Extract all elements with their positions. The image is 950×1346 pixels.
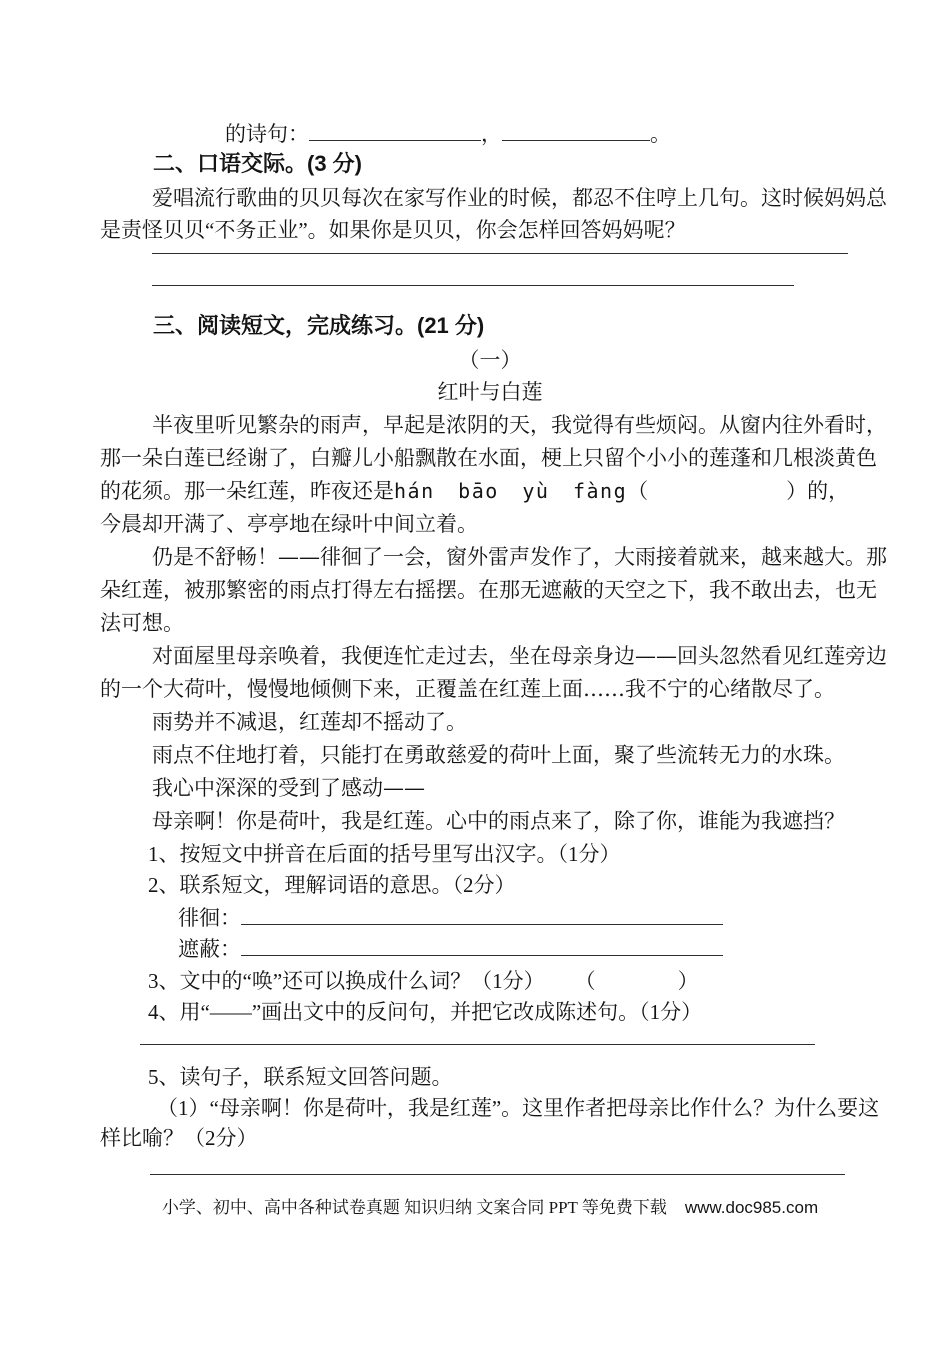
word-label: 徘徊： — [178, 906, 241, 930]
passage-line: 那一朵白莲已经谢了，白瓣儿小船飘散在水面，梗上只留个小小的莲蓬和几根淡黄色 — [100, 446, 877, 470]
passage-line: 法可想。 — [100, 611, 184, 635]
poem-prefix-text: 的诗句： — [225, 122, 309, 146]
paren-close: ） — [677, 969, 699, 993]
question-5: 5、读句子，联系短文回答问题。 — [148, 1065, 453, 1089]
answer-blank — [241, 936, 723, 956]
section3-heading: 三、阅读短文，完成练习。(21 分) — [153, 313, 485, 338]
section2-paragraph-line: 爱唱流行歌曲的贝贝每次在家写作业的时候，都忍不住哼上几句。这时候妈妈总 — [152, 186, 887, 210]
footer-promo-text: 小学、初中、高中各种试卷真题 知识归纳 文案合同 PPT 等免费下载 — [161, 1198, 667, 1217]
question-5-sub1-line: 样比喻？（2分） — [100, 1126, 258, 1150]
passage-line: 仍是不舒畅！——徘徊了一会，窗外雷声发作了，大雨接着就来，越来越大。那 — [152, 545, 887, 569]
passage-line: 的一个大荷叶，慢慢地倾侧下来，正覆盖在红莲上面……我不宁的心绪散尽了。 — [100, 677, 835, 701]
comma-separator: ， — [481, 122, 502, 146]
answer-space — [648, 497, 786, 498]
passage-line: 半夜里听见繁杂的雨声，早起是浓阴的天，我觉得有些烦闷。从窗内往外看时， — [152, 413, 887, 437]
question-3 — [148, 965, 699, 995]
question-2-word-1 — [178, 902, 723, 932]
question-text: 3、文中的“唤”还可以换成什么词？（1分） — [148, 969, 545, 993]
pinyin-text: hán bāo yù fàng — [394, 479, 628, 503]
answer-space — [596, 987, 678, 988]
section2-heading: 二、口语交际。(3 分) — [153, 151, 363, 176]
paren-open: （ — [574, 969, 596, 993]
paren-close-text: ）的， — [786, 479, 850, 503]
passage-line-with-pinyin — [100, 475, 849, 505]
question-1: 1、按短文中拼音在后面的括号里写出汉字。（1分） — [148, 842, 621, 866]
passage-line: 雨点不住地打着，只能打在勇敢慈爱的荷叶上面，聚了些流转无力的水珠。 — [152, 743, 845, 767]
passage-text: 的花须。那一朵红莲，昨夜还是 — [100, 479, 394, 503]
answer-blank — [502, 121, 650, 141]
passage-line: 对面屋里母亲唤着，我便连忙走过去，坐在母亲身边——回头忽然看见红莲旁边 — [152, 644, 887, 668]
question-2-word-2 — [178, 933, 723, 963]
question-5-sub1-line: （1）“母亲啊！你是荷叶，我是红莲”。这里作者把母亲比作什么？为什么要这 — [157, 1096, 880, 1120]
answer-blank-line — [140, 1044, 815, 1045]
passage-line: 朵红莲，被那繁密的雨点打得左右摇摆。在那无遮蔽的天空之下，我不敢出去，也无 — [100, 578, 877, 602]
poem-fill-line — [225, 118, 671, 148]
passage-line: 今晨却开满了、亭亭地在绿叶中间立着。 — [100, 512, 478, 536]
passage-part-label: （一） — [458, 348, 522, 372]
passage-line: 雨势并不减退，红莲却不摇动了。 — [152, 710, 467, 734]
word-label: 遮蔽： — [178, 937, 241, 961]
passage-title: 红叶与白莲 — [437, 380, 543, 404]
question-2: 2、联系短文，理解词语的意思。（2分） — [148, 873, 516, 897]
answer-blank-line — [152, 285, 794, 286]
answer-blank — [309, 121, 481, 141]
footer-site-link[interactable]: www.doc985.com — [684, 1198, 819, 1217]
page-footer — [0, 1193, 950, 1218]
spacer — [545, 987, 575, 988]
question-4: 4、用“——”画出文中的反问句，并把它改成陈述句。（1分） — [148, 1000, 703, 1024]
answer-blank — [241, 905, 723, 925]
passage-line: 我心中深深的受到了感动—— — [152, 776, 425, 800]
period-mark: 。 — [650, 122, 671, 146]
section2-paragraph-line: 是责怪贝贝“不务正业”。如果你是贝贝，你会怎样回答妈妈呢？ — [100, 218, 686, 242]
passage-line: 母亲啊！你是荷叶，我是红莲。心中的雨点来了，除了你，谁能为我遮挡？ — [152, 809, 845, 833]
paren-open: （ — [627, 479, 649, 503]
answer-blank-line — [152, 253, 848, 254]
answer-blank-line — [150, 1174, 845, 1175]
